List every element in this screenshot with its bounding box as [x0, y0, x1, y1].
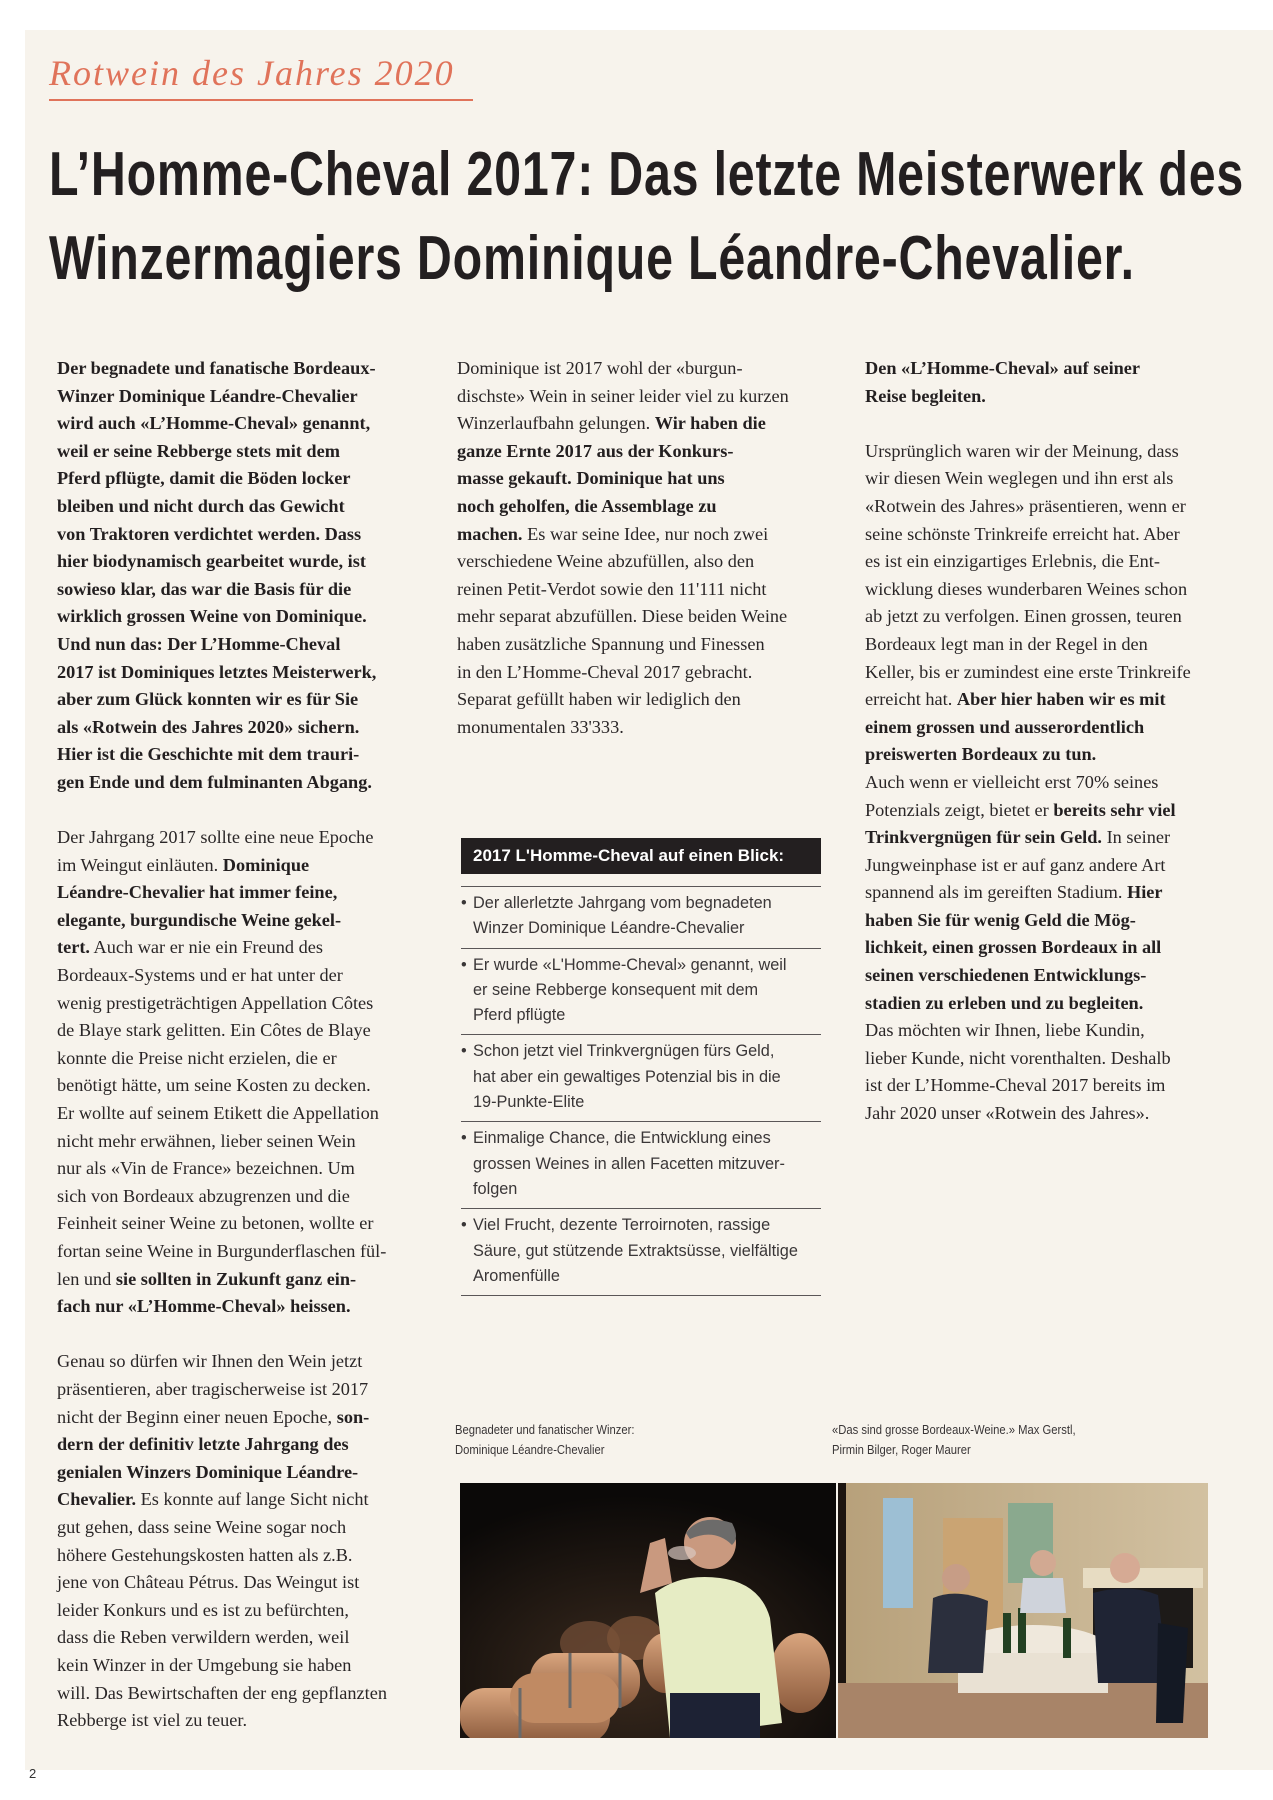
- text-line: Auch wenn er vielleicht erst 70% seines: [865, 771, 1159, 792]
- text-line: 2017 ist Dominiques letztes Meisterwerk,: [57, 661, 377, 682]
- text-run-bold: Wir haben die: [654, 413, 766, 434]
- text-line-bold: ganze Ernte 2017 aus der Konkurs-: [457, 440, 734, 461]
- text-line: von Traktoren verdichtet werden. Dass: [57, 523, 362, 544]
- text-line-bold: Reise begleiten.: [865, 385, 986, 406]
- text-line: Winzer Dominique Léandre-Chevalier: [57, 385, 358, 406]
- text-line: Aromenfülle: [473, 1266, 560, 1285]
- text-line: ab jetzt zu verfolgen. Einen grossen, teuren: [865, 606, 1182, 627]
- page-number: 2: [29, 1766, 37, 1781]
- text-line: Er wollte auf seinem Etikett die Appellation: [57, 1103, 379, 1124]
- tasting-photo-illustration: [838, 1483, 1208, 1738]
- text-line-bold: fach nur «L’Homme-Cheval» heissen.: [57, 1296, 351, 1317]
- bullet-icon: •: [461, 1042, 467, 1061]
- caption-line: Begnadeter und fanatischer Winzer:: [455, 1423, 635, 1437]
- text-line-bold: masse gekauft. Dominique hat uns: [457, 468, 725, 489]
- text-line: Bordeaux-Systems und er hat unter der: [57, 965, 343, 986]
- text-line: mehr separat abzufüllen. Diese beiden Weine: [457, 606, 788, 627]
- text-line: Jahr 2020 unser «Rotwein des Jahres».: [865, 1103, 1150, 1124]
- text-run-bold: sie sollten in Zukunft ganz ein-: [115, 1268, 357, 1289]
- text-run: In seiner: [1102, 827, 1171, 848]
- body-paragraph: [865, 438, 1235, 1128]
- subheading: [865, 355, 1235, 410]
- list-item: [461, 1122, 821, 1209]
- text-line: verschiedene Weine abzufüllen, also den: [457, 551, 755, 572]
- bullet-icon: •: [461, 955, 467, 974]
- text-line: weil er seine Rebberge stets mit dem: [57, 440, 340, 461]
- text-line: kein Winzer in der Umgebung sie haben: [57, 1654, 352, 1675]
- text-line: hier biodynamisch gearbeitet wurde, ist: [57, 551, 366, 572]
- bullet-icon: •: [461, 1129, 467, 1148]
- text-line: [57, 1266, 429, 1294]
- text-line: Pferd pflügte, damit die Böden locker: [57, 468, 351, 489]
- text-run: Auch war er nie ein Freund des: [89, 937, 323, 958]
- text-run: spannend als im gereiften Stadium.: [865, 882, 1127, 903]
- text-line: Rebberge ist viel zu teuer.: [57, 1710, 248, 1731]
- body-paragraph: [457, 355, 827, 741]
- text-line: benötigt hätte, um seine Kosten zu decken.: [57, 1075, 371, 1096]
- list-item: [461, 1035, 821, 1122]
- text-line: Schon jetzt viel Trinkvergnügen fürs Geld,: [473, 1042, 775, 1061]
- text-line: [57, 1486, 429, 1514]
- text-line: wenig prestigeträchtigen Appellation Côtes: [57, 992, 374, 1013]
- bullet-icon: •: [461, 1216, 467, 1235]
- text-line: Das möchten wir Ihnen, liebe Kundin,: [865, 1020, 1145, 1041]
- facts-list: [461, 886, 821, 1296]
- text-line: höhere Gestehungskosten hatten als z.B.: [57, 1544, 353, 1565]
- text-line: dass die Reben verwildern werden, weil: [57, 1627, 350, 1648]
- text-line: [57, 934, 429, 962]
- text-line: konnte die Preise nicht erzielen, die er: [57, 1047, 337, 1068]
- facts-box-title: 2017 L'Homme-Cheval auf einen Blick:: [461, 838, 821, 874]
- text-line: 19-Punkte-Elite: [473, 1093, 585, 1112]
- text-line: wir diesen Wein weglegen und ihn erst als: [865, 468, 1174, 489]
- text-run: im Weingut einläuten.: [57, 854, 223, 875]
- list-item: [461, 949, 821, 1036]
- text-line: seine schönste Trinkreife erreicht hat. Aber: [865, 523, 1180, 544]
- section-kicker: Rotwein des Jahres 2020: [49, 53, 455, 93]
- text-line: Der Jahrgang 2017 sollte eine neue Epoche: [57, 827, 374, 848]
- kicker-underline: [49, 99, 473, 101]
- text-line: er seine Rebberge konsequent mit dem: [473, 980, 759, 999]
- caption-line: «Das sind grosse Bordeaux-Weine.» Max Gerstl,: [832, 1423, 1076, 1437]
- article-column-2: [457, 355, 827, 769]
- text-line: Und nun das: Der L’Homme-Cheval: [57, 633, 341, 654]
- text-line: Der allerletzte Jahrgang vom begnadeten: [473, 894, 772, 912]
- text-line: folgen: [473, 1179, 518, 1198]
- text-line: Keller, bis er zumindest eine erste Trinkreife: [865, 661, 1191, 682]
- text-line: Pferd pflügte: [473, 1006, 566, 1025]
- text-run-bold: son-: [336, 1406, 370, 1427]
- text-line: gut gehen, dass seine Weine sogar noch: [57, 1516, 347, 1537]
- text-run-bold: Hier: [1126, 882, 1163, 903]
- text-line-bold: Léandre-Chevalier hat immer feine,: [57, 882, 338, 903]
- text-line: Genau so dürfen wir Ihnen den Wein jetzt: [57, 1351, 363, 1372]
- text-line: Feinheit seiner Weine zu betonen, wollte er: [57, 1213, 374, 1234]
- photo-tasting-table: [838, 1483, 1208, 1738]
- article-column-3: [865, 355, 1235, 1155]
- text-line: Hier ist die Geschichte mit dem trauri-: [57, 744, 360, 765]
- text-line: lieber Kunde, nicht vorenthalten. Deshalb: [865, 1047, 1171, 1068]
- text-run-bold: Chevalier.: [57, 1489, 137, 1510]
- text-line: [865, 824, 1235, 852]
- text-line: fortan seine Weine in Burgunderflaschen fül-: [57, 1241, 387, 1261]
- text-line: [865, 686, 1235, 714]
- facts-box: [461, 838, 821, 1296]
- photo-caption-left: [455, 1420, 634, 1460]
- text-line: in den L’Homme-Cheval 2017 gebracht.: [457, 661, 753, 682]
- text-line: Säure, gut stützende Extraktsüsse, vielfältige: [473, 1241, 798, 1260]
- text-line-bold: noch geholfen, die Assemblage zu: [457, 495, 717, 516]
- text-line: wirklich grossen Weine von Dominique.: [57, 606, 367, 627]
- cellar-photo-illustration: [460, 1483, 836, 1738]
- bullet-icon: •: [461, 894, 467, 912]
- text-line: will. Das Bewirtschaften der eng gepflanzten: [57, 1682, 387, 1703]
- text-line: Ursprünglich waren wir der Meinung, dass: [865, 440, 1179, 461]
- text-line: Viel Frucht, dezente Terroirnoten, rassige: [473, 1216, 771, 1235]
- headline-line-1: L’Homme-Cheval 2017: Das letzte Meisterwerk des: [49, 140, 1245, 209]
- text-run: Winzerlaufbahn gelungen.: [457, 413, 655, 434]
- text-line: haben zusätzliche Spannung und Finessen: [457, 633, 765, 654]
- text-line: [865, 879, 1235, 907]
- text-line: leider Konkurs und es ist zu befürchten,: [57, 1599, 349, 1620]
- text-line: gen Ende und dem fulminanten Abgang.: [57, 771, 372, 792]
- text-line: bleiben und nicht durch das Gewicht: [57, 495, 345, 516]
- text-run-bold: Trinkvergnügen für sein Geld.: [865, 827, 1103, 848]
- text-line-bold: lichkeit, einen grossen Bordeaux in all: [865, 937, 1162, 958]
- text-line-bold: seinen verschiedenen Entwicklungs-: [865, 965, 1147, 986]
- text-line: [57, 852, 429, 880]
- text-line-bold: stadien zu erleben und zu begleiten.: [865, 992, 1144, 1013]
- body-paragraph: [57, 824, 429, 1321]
- text-line: grossen Weines in allen Facetten mitzuver-: [473, 1154, 785, 1173]
- text-line: [457, 410, 827, 438]
- body-paragraph: [57, 1348, 429, 1734]
- text-line: Der begnadete und fanatische Bordeaux-: [57, 358, 376, 378]
- text-line: Er wurde «L'Homme-Cheval» genannt, weil: [473, 955, 787, 974]
- text-line: wicklung dieses wunderbaren Weines schon: [865, 578, 1188, 599]
- page-title: [49, 133, 1245, 301]
- text-line: hat aber ein gewaltiges Potenzial bis in die: [473, 1067, 781, 1086]
- text-line: de Blaye stark gelitten. Ein Côtes de Blaye: [57, 1020, 371, 1041]
- text-line-bold: einem grossen und ausserordentlich: [865, 716, 1145, 737]
- text-line: als «Rotwein des Jahres 2020» sichern.: [57, 716, 360, 737]
- text-line: Einmalige Chance, die Entwicklung eines: [473, 1129, 771, 1148]
- text-line: [57, 1404, 429, 1432]
- list-item: [461, 887, 821, 949]
- text-line: monumentalen 33'333.: [457, 716, 624, 737]
- text-run: erreicht hat.: [865, 689, 957, 710]
- text-line: dischste» Wein in seiner leider viel zu kurzen: [457, 385, 789, 406]
- text-line: [457, 521, 827, 549]
- photo-caption-right: [832, 1420, 1076, 1460]
- text-run-bold: Dominique: [222, 854, 310, 875]
- text-line: aber zum Glück konnten wir es für Sie: [57, 689, 359, 710]
- text-line-bold: elegante, burgundische Weine gekel-: [57, 909, 342, 930]
- text-run-bold: bereits sehr viel: [1053, 799, 1176, 820]
- text-line: wird auch «L’Homme-Cheval» genannt,: [57, 413, 371, 434]
- text-line-bold: genialen Winzers Dominique Léandre-: [57, 1461, 359, 1482]
- text-run: nicht der Beginn einer neuen Epoche,: [57, 1406, 337, 1427]
- text-line: präsentieren, aber tragischerweise ist 2017: [57, 1378, 369, 1399]
- text-run-bold: tert.: [57, 937, 90, 958]
- text-run-bold: Aber hier haben wir es mit: [956, 689, 1166, 710]
- text-line-bold: Den «L’Homme-Cheval» auf seiner: [865, 358, 1141, 378]
- text-line: «Rotwein des Jahres» präsentieren, wenn er: [865, 495, 1186, 516]
- text-line: [865, 797, 1235, 825]
- caption-line: Pirmin Bilger, Roger Maurer: [832, 1443, 971, 1457]
- lead-paragraph: [57, 355, 429, 797]
- text-line: Winzer Dominique Léandre-Chevalier: [473, 919, 745, 938]
- text-line: Jungweinphase ist er auf ganz andere Art: [865, 854, 1166, 875]
- text-line: Separat gefüllt haben wir lediglich den: [457, 689, 741, 710]
- text-line: Dominique ist 2017 wohl der «burgun-: [457, 358, 743, 378]
- text-line-bold: dern der definitiv letzte Jahrgang des: [57, 1434, 349, 1455]
- text-line: nicht mehr erwähnen, lieber seinen Wein: [57, 1130, 356, 1151]
- photo-winemaker-cellar: [460, 1483, 836, 1738]
- caption-line: Dominique Léandre-Chevalier: [455, 1443, 605, 1457]
- text-line: reinen Petit-Verdot sowie den 11'111 nicht: [457, 578, 767, 599]
- text-line: ist der L’Homme-Cheval 2017 bereits im: [865, 1075, 1166, 1096]
- text-run: Es konnte auf lange Sicht nicht: [136, 1489, 369, 1510]
- text-line: nur als «Vin de France» bezeichnen. Um: [57, 1158, 355, 1179]
- text-line: sowieso klar, das war die Basis für die: [57, 578, 352, 599]
- text-run: len und: [57, 1268, 116, 1289]
- headline-line-2: Winzermagiers Dominique Léandre-Chevalier.: [49, 224, 1135, 293]
- text-line-bold: preiswerten Bordeaux zu tun.: [865, 744, 1097, 765]
- text-line: jene von Château Pétrus. Das Weingut ist: [57, 1572, 360, 1593]
- text-line-bold: haben Sie für wenig Geld die Mög-: [865, 909, 1136, 930]
- text-run: Potenzials zeigt, bietet er: [865, 799, 1054, 820]
- text-run: Es war seine Idee, nur noch zwei: [522, 523, 769, 544]
- list-item: [461, 1209, 821, 1296]
- text-line: Bordeaux legt man in der Regel in den: [865, 633, 1148, 654]
- text-line: sich von Bordeaux abzugrenzen und die: [57, 1185, 350, 1206]
- article-column-1: [57, 355, 429, 1762]
- text-run-bold: machen.: [457, 523, 523, 544]
- text-line: es ist ein einzigartiges Erlebnis, die Ent-: [865, 551, 1160, 572]
